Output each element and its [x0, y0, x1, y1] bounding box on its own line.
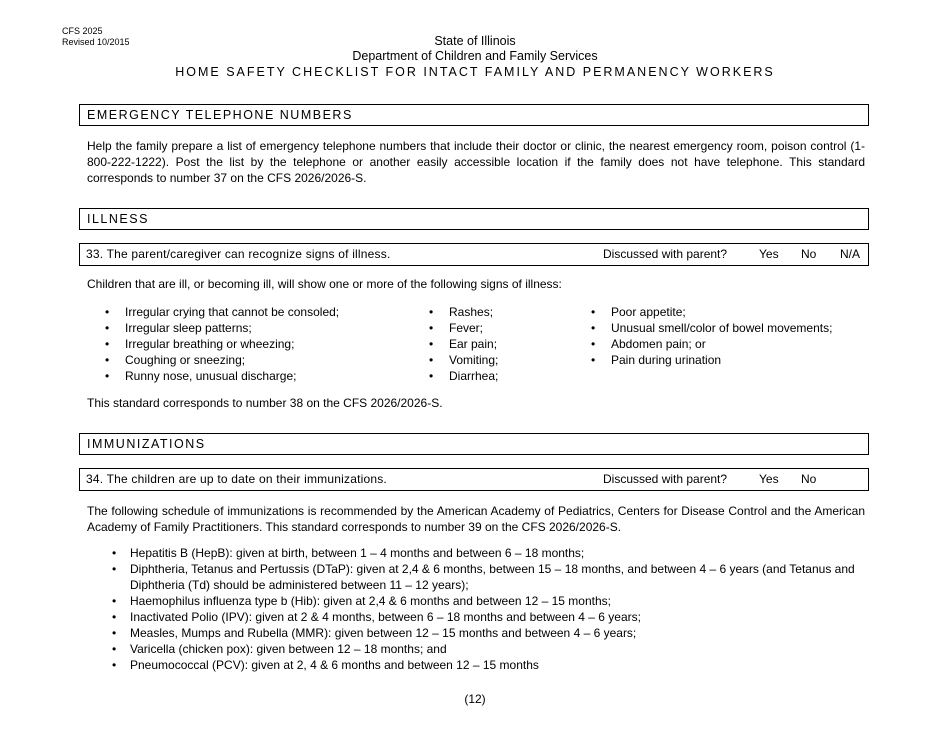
immunizations-intro: The following schedule of immunizations is recommended by the American Academy of Pediatrics, Centers for Disease Control and the American Academy of Family Practitioners. This standard corresponds to number 39 on the CFS 2026/2026-S.	[87, 504, 865, 534]
illness-signs-col1	[105, 304, 339, 384]
list-item: • Irregular sleep patterns;	[105, 320, 339, 336]
illness-intro: Children that are ill, or becoming ill, will show one or more of the following signs of illness:	[87, 277, 562, 291]
illness-question: 33. The parent/caregiver can recognize signs of illness.	[86, 247, 391, 261]
page-number: (12)	[464, 692, 486, 706]
list-item: • Measles, Mumps and Rubella (MMR): given between 12 – 15 months and between 4 – 6 years;	[112, 625, 857, 641]
emergency-text: Help the family prepare a list of emergency telephone numbers that include their doctor or clinic, the nearest emergency room, poison control (1-800-222-1222). Post the list by the telephone or another easily accessible location if the family does not have telephone. This standard corresponds to number 37 on the CFS 2026/2026-S.	[87, 139, 865, 185]
immunizations-question-row	[79, 468, 869, 491]
illness-signs-col2	[429, 304, 498, 384]
immunizations-question: 34. The children are up to date on their immunizations.	[86, 472, 387, 486]
immunizations-option-yes[interactable]: Yes	[759, 472, 779, 486]
list-item: • Hepatitis B (HepB): given at birth, between 1 – 4 months and between 6 – 18 months;	[112, 545, 857, 561]
list-item: • Fever;	[429, 320, 498, 336]
illness-option-no[interactable]: No	[801, 247, 817, 261]
list-item: • Coughing or sneezing;	[105, 352, 339, 368]
state-name: State of Illinois	[434, 34, 516, 48]
form-revised: Revised 10/2015	[62, 37, 130, 47]
illness-section-heading: ILLNESS	[79, 208, 869, 230]
list-item: • Rashes;	[429, 304, 498, 320]
illness-question-row	[79, 243, 869, 266]
list-item: • Haemophilus influenza type b (Hib): given at 2,4 & 6 months and between 12 – 15 months;	[112, 593, 857, 609]
immunizations-discussed-label: Discussed with parent?	[603, 472, 728, 486]
immunization-schedule-list	[112, 545, 857, 673]
illness-signs-col3	[591, 304, 832, 368]
illness-discussed-label: Discussed with parent?	[603, 247, 728, 261]
form-code: CFS 2025	[62, 26, 103, 36]
list-item: • Poor appetite;	[591, 304, 832, 320]
list-item: • Diphtheria, Tetanus and Pertussis (DTaP): given at 2,4 & 6 months, between 15 – 18 months, and between 4 – 6 years (and Tetanus and Diphtheria (Td) should be administered between 11 – 12 years);	[112, 561, 857, 593]
illness-standard: This standard corresponds to number 38 on the CFS 2026/2026-S.	[87, 396, 443, 410]
document-title: HOME SAFETY CHECKLIST FOR INTACT FAMILY AND PERMANENCY WORKERS	[175, 65, 775, 79]
list-item: • Irregular breathing or wheezing;	[105, 336, 339, 352]
list-item: • Ear pain;	[429, 336, 498, 352]
list-item: • Vomiting;	[429, 352, 498, 368]
list-item: • Runny nose, unusual discharge;	[105, 368, 339, 384]
emergency-section-heading: EMERGENCY TELEPHONE NUMBERS	[79, 104, 869, 126]
department-name: Department of Children and Family Services	[352, 49, 598, 63]
list-item: • Pneumococcal (PCV): given at 2, 4 & 6 months and between 12 – 15 months	[112, 657, 857, 673]
list-item: • Irregular crying that cannot be consoled;	[105, 304, 339, 320]
immunizations-section-heading: IMMUNIZATIONS	[79, 433, 869, 455]
immunizations-option-no[interactable]: No	[801, 472, 817, 486]
illness-option-na[interactable]: N/A	[840, 247, 861, 261]
list-item: • Varicella (chicken pox): given between 12 – 18 months; and	[112, 641, 857, 657]
list-item: • Diarrhea;	[429, 368, 498, 384]
list-item: • Pain during urination	[591, 352, 832, 368]
illness-option-yes[interactable]: Yes	[759, 247, 779, 261]
list-item: • Unusual smell/color of bowel movements;	[591, 320, 832, 336]
list-item: • Abdomen pain; or	[591, 336, 832, 352]
list-item: • Inactivated Polio (IPV): given at 2 & 4 months, between 6 – 18 months and between 4 – 6 years;	[112, 609, 857, 625]
